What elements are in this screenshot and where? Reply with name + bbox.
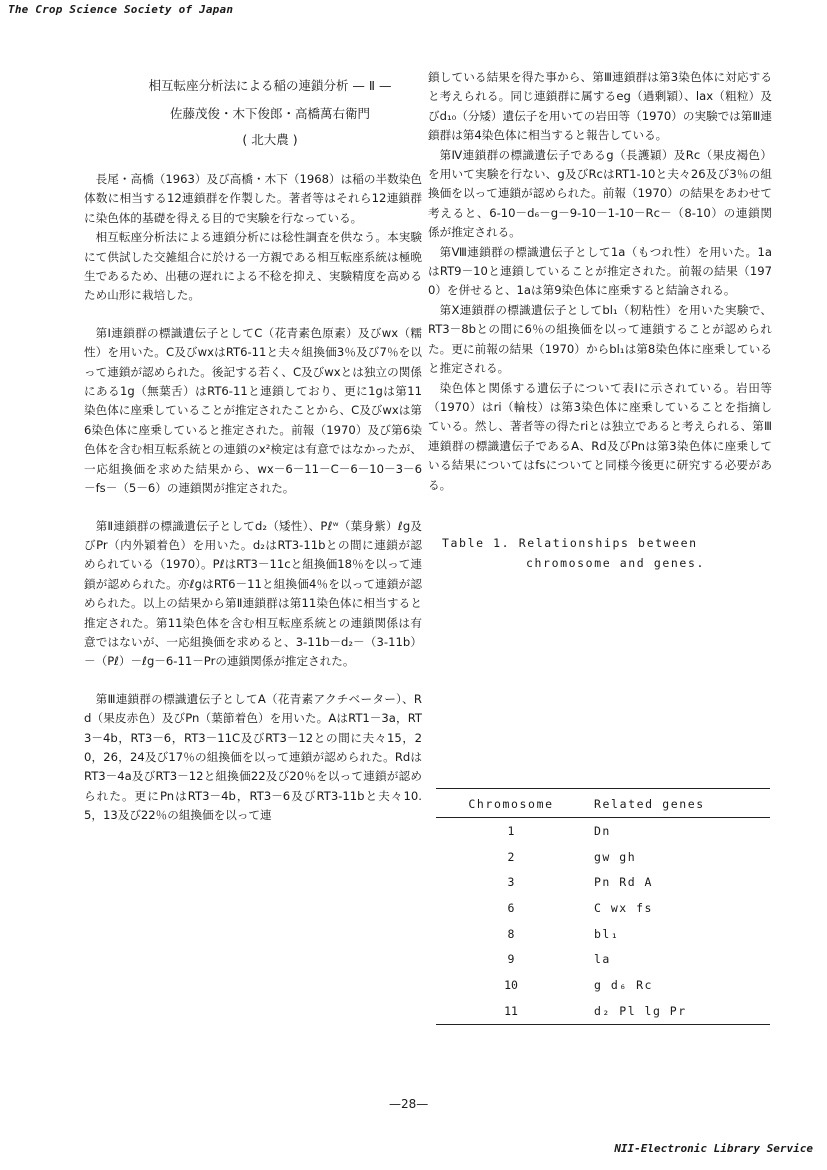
table-row (436, 818, 770, 844)
table-row (436, 869, 770, 895)
paragraph-linkage-group-3-cont: 鎖している結果を得た事から、第Ⅲ連鎖群は第3染色体に対応すると考えられる。同じ連鎖群に属するeg（過剰穎）、lax（粗粒）及びd₁₀（分矮）遺伝子を用いての岩田等（1970）の実験では第Ⅲ連鎖群は第4染色体に相当すると報告している。 (428, 70, 772, 143)
article-authors: 佐藤茂俊・木下俊郎・高橋萬右衛門 (169, 106, 370, 121)
genes-cell: la (594, 952, 611, 967)
paragraph-intro: 長尾・高橋（1963）及び高橋・木下（1968）は稲の半数染色体数に相当する12連鎖群を作製した。著者等はそれら12連鎖群に染色体的基礎を得える目的で実験を行なっている。 (84, 172, 422, 225)
chromosome-cell: 11 (504, 1003, 518, 1018)
left-column (84, 72, 422, 826)
chromosome-cell: 10 (504, 977, 518, 992)
paragraph-summary: 染色体と関係する遺伝子について表Ⅰに示されている。岩田等（1970）はri（輪枝）は第3染色体に座乗していることを指摘している。然し、著者等の得たriとは独立であると考えられる、第Ⅲ連鎖群の標識遺伝子であるA、Rd及びPnは第3染色体に座乗している結果についてはfsについてと同様今後更に研究する必要がある。 (428, 380, 772, 492)
paragraph-linkage-group-10: 第Ⅹ連鎖群の標識遺伝子としてbl₁（籾粘性）を用いた実験で、RT3－8bとの間に6％の組換価を以って連鎖することが認められた。更に前報の結果（1970）からbl₁は第8染色体に座乗していると推定される。 (428, 302, 772, 376)
paragraph-method: 相互転座分析法による連鎖分析には稔性調査を供なう。本実験にて供試した交雑組合に於ける一方親である相互転座系統は極晩生であるため、出穂の遅れによる不稔を抑え、実験精度を高めるため山形に栽培した。 (84, 230, 422, 303)
journal-header: The Crop Science Society of Japan (8, 3, 234, 16)
paragraph-linkage-group-8: 第Ⅷ連鎖群の標識遺伝子として1a（もつれ性）を用いた。1aはRT9－10と連鎖していることが推定された。前報の結果（1970）を併せると、1aは第9染色体に座乗すると結論される。 (428, 244, 772, 298)
genes-cell: d₂ Pl lg Pr (594, 1003, 687, 1018)
genes-cell: Dn (594, 823, 611, 838)
genes-cell: Pn Rd A (594, 875, 653, 890)
genes-cell: gw gh (594, 849, 637, 864)
genes-cell: bl₁ (594, 926, 620, 941)
chromosome-cell: 1 (507, 823, 515, 838)
paragraph-linkage-group-1: 第Ⅰ連鎖群の標識遺伝子としてC（花青素色原素）及びwx（糯性）を用いた。C及びwxはRT6-11と夫々組換価3％及び7％を以って連鎖が認められた。後記する若く、C及びwxとは独立の関係にある1g（無葉舌）はRT6-11と連鎖しており、更に1gは第11染色体に座乗していることが推定されたことから、C及びwxは第6染色体に座乗していると推定された。前報（1970）及び第6染色体を含む相互転系統との連鎖のx²検定は有意ではなかったが、一応組換価を求めた結果から、wx－6－11－C－6－10－3－6－fs－（5－6）の連鎖関が推定された。 (84, 325, 422, 496)
table-row (436, 946, 770, 972)
article-title: 相互転座分析法による稲の連鎖分析 — Ⅱ — (148, 78, 392, 93)
page-number: —28— (389, 1097, 429, 1111)
chromosome-cell: 9 (507, 952, 515, 967)
article-affiliation: ( 北大農 ) (242, 132, 298, 147)
paragraph-linkage-group-4: 第Ⅳ連鎖群の標識遺伝子であるg（長護穎）及Rc（果皮褐色）を用いて実験を行ない、g及びRcはRT1-10と夫々26及び3％の組換価を以って連鎖が認められた。前報（1970）の結果をあわせて考えると、6-10－d₆－g－9-10－1-10－Rc－（8-10）の連鎖関係が推定される。 (428, 147, 772, 240)
genes-cell: g d₆ Rc (594, 977, 653, 992)
table-row (436, 895, 770, 921)
table-caption-line2: chromosome and genes. (526, 555, 705, 570)
table-row (436, 998, 770, 1024)
table-row (436, 972, 770, 998)
genes-cell: C wx fs (594, 900, 653, 915)
table-header-genes: Related genes (586, 789, 770, 818)
service-footer: NII-Electronic Library Service (614, 1142, 813, 1155)
table-header-chromosome: Chromosome (436, 789, 586, 818)
table-caption (442, 533, 772, 573)
table-row (436, 921, 770, 947)
chromosome-cell: 3 (507, 875, 515, 890)
chromosome-cell: 6 (507, 900, 515, 915)
table-caption-line1: Table 1. Relationships between (442, 535, 698, 550)
chromosome-cell: 8 (507, 926, 515, 941)
chromosome-cell: 2 (507, 849, 515, 864)
paragraph-linkage-group-3: 第Ⅲ連鎖群の標識遺伝子としてA（花青素アクチベーター）、Rd（果皮赤色）及びPn（葉節着色）を用いた。AはRT1－3a，RT3－4b，RT3－6，RT3－11C及びRT3－12との間に夫々15，20，26，24及び17％の組換価を以って連鎖が認められた。RdはRT3－4a及びRT3－12と組換価22及び20％を以って連鎖が認められた。更にPnはRT3－4b，RT3－6及びRT3-11bと夫々10.5，13及び22％の組換価を以って連 (84, 691, 422, 823)
right-column (428, 68, 772, 573)
table-row (436, 844, 770, 870)
gene-table (436, 788, 770, 1025)
paragraph-linkage-group-2: 第Ⅱ連鎖群の標識遺伝子としてd₂（矮性）、Pℓʷ（葉身紫）ℓg及びPr（内外穎着色）を用いた。d₂はRT3-11bとの間に連鎖が認められている（1970）。PℓはRT3－11cと組換価18％を以って連鎖が認められた。亦ℓgはRT6－11と組換価4％を以って連鎖が認められた。以上の結果から第Ⅱ連鎖群は第11染色体に相当すると推定された。第11染色体を含む相互転座系統との連鎖関係は有意ではないが、一応組換価を求めると、3-11b－d₂－（3-11b）－（Pℓ）－ℓg－6-11－Prの連鎖関係が推定された。 (84, 518, 422, 669)
